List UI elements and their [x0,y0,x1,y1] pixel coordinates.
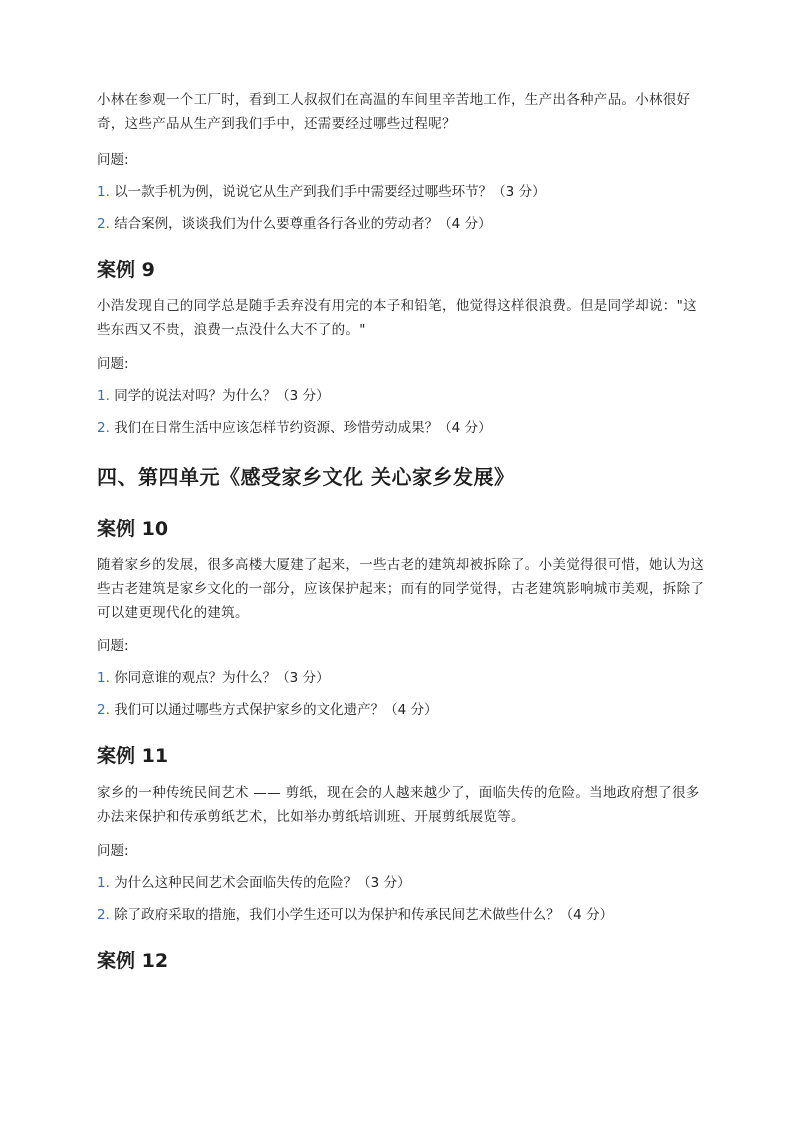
question-text: 结合案例，谈谈我们为什么要尊重各行各业的劳动者？（4 分） [114,216,492,232]
case-9 [97,256,707,284]
case-9-questions [97,352,707,440]
question-item [97,384,707,408]
question-item [97,903,707,927]
intro-questions [97,148,707,236]
question-text: 为什么这种民间艺术会面临失传的危险？（3 分） [114,875,411,891]
question-item [97,180,707,204]
question-item [97,871,707,895]
case-11-body [97,781,707,829]
case-12 [97,947,707,975]
case-text: 随着家乡的发展，很多高楼大厦建了起来，一些古老的建筑却被拆除了。小美觉得很可惜，她认为这些古老建筑是家乡文化的一部分，应该保护起来；而有的同学觉得，古老建筑影响城市美观，拆除了可以建更现代化的建筑。 [97,557,705,621]
question-label: 问题: [97,152,129,168]
question-label: 问题: [97,843,129,859]
question-number: 2. [97,702,110,718]
question-item [97,416,707,440]
question-text: 以一款手机为例，说说它从生产到我们手中需要经过哪些环节？（3 分） [114,184,546,200]
question-item [97,666,707,690]
case-10-body [97,553,707,625]
case-title: 案例 12 [97,950,169,972]
case-title: 案例 11 [97,745,169,767]
question-number: 2. [97,907,110,923]
question-item [97,212,707,236]
case-title: 案例 9 [97,259,155,281]
question-text: 除了政府采取的措施，我们小学生还可以为保护和传承民间艺术做些什么？（4 分） [114,907,614,923]
question-text: 你同意谁的观点？为什么？（3 分） [114,670,330,686]
unit-title: 四、第四单元《感受家乡文化 关心家乡发展》 [97,465,515,489]
case-10-questions [97,634,707,722]
case-11 [97,742,707,770]
question-number: 2. [97,420,110,436]
question-number: 1. [97,388,110,404]
question-number: 1. [97,875,110,891]
question-number: 2. [97,216,110,232]
question-number: 1. [97,184,110,200]
question-item [97,698,707,722]
question-label: 问题: [97,356,129,372]
case-text: 家乡的一种传统民间艺术 —— 剪纸，现在会的人越来越少了，面临失传的危险。当地政府想了很多办法来保护和传承剪纸艺术，比如举办剪纸培训班、开展剪纸展览等。 [97,785,700,825]
question-text: 同学的说法对吗？为什么？（3 分） [114,388,330,404]
question-text: 我们可以通过哪些方式保护家乡的文化遗产？（4 分） [114,702,438,718]
case-11-questions [97,839,707,927]
case-10 [97,515,707,543]
intro-block [97,88,707,136]
case-text: 小林在参观一个工厂时，看到工人叔叔们在高温的车间里辛苦地工作，生产出各种产品。小林很好奇，这些产品从生产到我们手中，还需要经过哪些过程呢？ [97,92,691,132]
case-title: 案例 10 [97,518,169,540]
question-number: 1. [97,670,110,686]
case-9-body [97,294,707,342]
question-text: 我们在日常生活中应该怎样节约资源、珍惜劳动成果？（4 分） [114,420,492,436]
question-label: 问题: [97,638,129,654]
unit-4 [97,462,707,492]
case-text: 小浩发现自己的同学总是随手丢弃没有用完的本子和铅笔，他觉得这样很浪费。但是同学却说："这些东西又不贵，浪费一点没什么大不了的。" [97,298,697,338]
